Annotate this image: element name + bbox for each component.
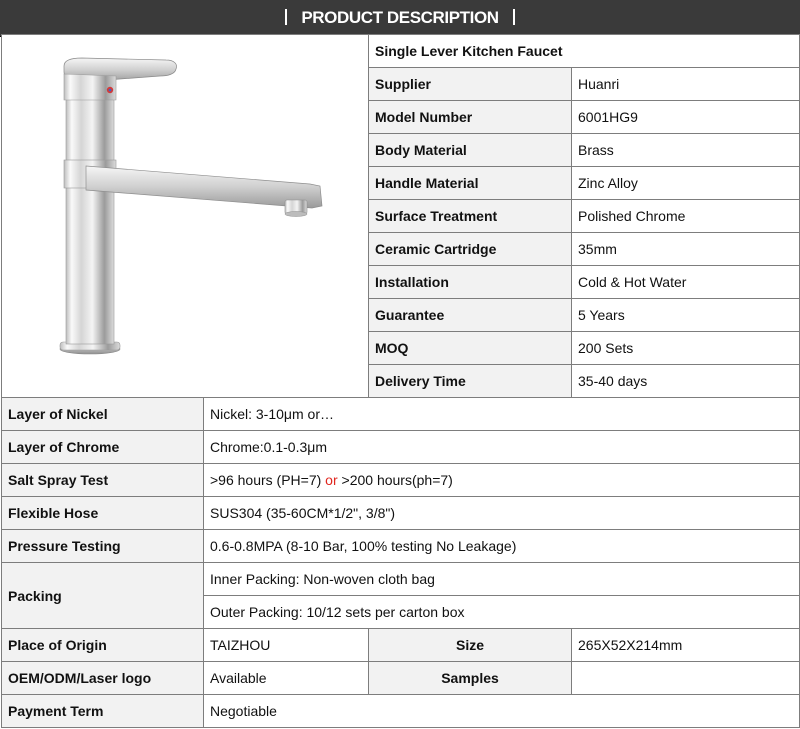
table-row xyxy=(2,398,800,431)
table-row xyxy=(2,629,800,662)
section-title xyxy=(0,0,800,36)
table-row xyxy=(2,662,800,695)
place-of-origin-value: TAIZHOU xyxy=(204,629,369,662)
table-row xyxy=(2,530,800,563)
handle-material-label: Handle Material xyxy=(369,167,572,200)
supplier-value: Huanri xyxy=(572,68,800,101)
model-number-label: Model Number xyxy=(369,101,572,134)
samples-value xyxy=(572,662,800,695)
title-bar-left xyxy=(285,9,287,25)
section-header xyxy=(0,0,800,37)
salt-spray-value xyxy=(204,464,800,497)
pressure-testing-value: 0.6-0.8MPA (8-10 Bar, 100% testing No Leakage) xyxy=(204,530,800,563)
flexible-hose-label: Flexible Hose xyxy=(2,497,204,530)
ceramic-cartridge-label: Ceramic Cartridge xyxy=(369,233,572,266)
payment-term-label: Payment Term xyxy=(2,695,204,728)
delivery-time-value: 35-40 days xyxy=(572,365,800,398)
oem-label: OEM/ODM/Laser logo xyxy=(2,662,204,695)
section-title-text: PRODUCT DESCRIPTION xyxy=(301,8,499,27)
chrome-value: Chrome:0.1-0.3μm xyxy=(204,431,800,464)
flexible-hose-value: SUS304 (35-60CM*1/2", 3/8") xyxy=(204,497,800,530)
model-number-value: 6001HG9 xyxy=(572,101,800,134)
outer-packing-value: Outer Packing: 10/12 sets per carton box xyxy=(204,596,800,629)
salt-spray-label: Salt Spray Test xyxy=(2,464,204,497)
chrome-label: Layer of Chrome xyxy=(2,431,204,464)
samples-label: Samples xyxy=(369,662,572,695)
title-bar-right xyxy=(513,9,515,25)
ceramic-cartridge-value: 35mm xyxy=(572,233,800,266)
table-row xyxy=(2,497,800,530)
nickel-label: Layer of Nickel xyxy=(2,398,204,431)
nickel-value: Nickel: 3-10μm or… xyxy=(204,398,800,431)
supplier-label: Supplier xyxy=(369,68,572,101)
moq-value: 200 Sets xyxy=(572,332,800,365)
oem-value: Available xyxy=(204,662,369,695)
spec-table xyxy=(1,34,800,728)
packing-label: Packing xyxy=(2,563,204,629)
size-value: 265X52X214mm xyxy=(572,629,800,662)
moq-label: MOQ xyxy=(369,332,572,365)
guarantee-label: Guarantee xyxy=(369,299,572,332)
handle-material-value: Zinc Alloy xyxy=(572,167,800,200)
installation-value: Cold & Hot Water xyxy=(572,266,800,299)
table-row xyxy=(2,35,800,68)
place-of-origin-label: Place of Origin xyxy=(2,629,204,662)
surface-treatment-label: Surface Treatment xyxy=(369,200,572,233)
pressure-testing-label: Pressure Testing xyxy=(2,530,204,563)
faucet-drawing xyxy=(60,58,322,354)
delivery-time-label: Delivery Time xyxy=(369,365,572,398)
inner-packing-value: Inner Packing: Non-woven cloth bag xyxy=(204,563,800,596)
guarantee-value: 5 Years xyxy=(572,299,800,332)
table-row xyxy=(2,431,800,464)
payment-term-value: Negotiable xyxy=(204,695,800,728)
salt-spray-or: or xyxy=(325,472,338,488)
product-title: Single Lever Kitchen Faucet xyxy=(369,35,800,68)
body-material-label: Body Material xyxy=(369,134,572,167)
surface-treatment-value: Polished Chrome xyxy=(572,200,800,233)
table-row xyxy=(2,464,800,497)
table-row xyxy=(2,695,800,728)
product-image-cell xyxy=(2,35,369,398)
table-row xyxy=(2,563,800,596)
body-material-value: Brass xyxy=(572,134,800,167)
salt-spray-value-b: >200 hours(ph=7) xyxy=(337,472,453,488)
size-label: Size xyxy=(369,629,572,662)
kitchen-faucet-image xyxy=(2,36,367,396)
salt-spray-value-a: >96 hours (PH=7) xyxy=(210,472,326,488)
installation-label: Installation xyxy=(369,266,572,299)
